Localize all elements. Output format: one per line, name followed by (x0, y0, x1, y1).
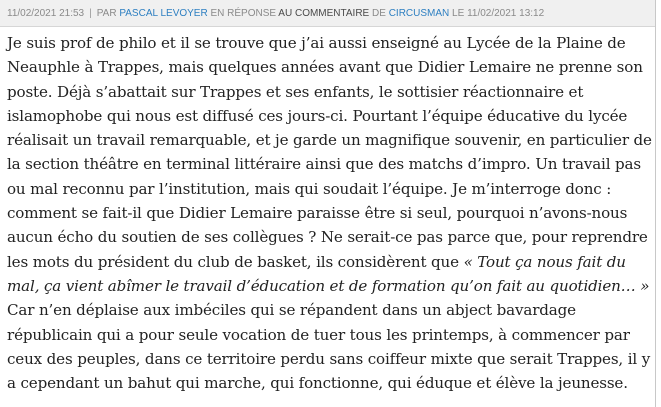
of-label: DE (372, 8, 386, 19)
comment-text (7, 31, 652, 395)
comment-body (7, 31, 652, 395)
comment-text-after-quote: Car n’en déplaise aux imbéciles qui se répandent dans un abject bavardage républicain qui a pour seule vocation de tuer tous les printemps, à commencer par ceux des peuples, dans ce territoire perdu sans coiffeur mixte que serait Trappes, il y a cependant un bahut qui marche, qui fonctionne, qui éduque et élève la jeunesse. (7, 301, 651, 393)
author-link[interactable]: PASCAL LEVOYER (119, 8, 208, 19)
reply-label: EN RÉPONSE (210, 8, 277, 19)
comment-quote: « Tout ça nous fait du mal, ça vient abîmer le travail d’éducation et de formation qu’on fait au quotidien… » (7, 252, 650, 295)
reply-target-label: AU COMMENTAIRE (278, 8, 370, 19)
comment-right-border (655, 0, 656, 407)
comment-datetime: 11/02/2021 21:53 (7, 8, 85, 19)
meta-separator: | (89, 8, 92, 19)
on-label: LE (452, 8, 465, 19)
by-label: PAR (96, 8, 117, 19)
replied-author-link[interactable]: CIRCUSMAN (388, 8, 450, 19)
comment-text-before-quote: Je suis prof de philo et il se trouve que j’ai aussi enseigné au Lycée de la Plaine de Neauphle à Trappes, mais quelques années avant que Didier Lemaire ne prenne son poste. Déjà s’abattait sur Trappes et ses enfants, le sottisier réactionnaire et islamophobe qui nous est diffusé ces jours-ci. Pourtant l’équipe éducative du lycée réalisait un travail remarquable, et je garde un magnifique souvenir, en particulier de la section théâtre en terminal littéraire ainsi que des matchs d’impro. Un travail pas ou mal reconnu par l’institution, mais qui soudait l’équipe. Je m’interroge donc : comment se fait-il que Didier Lemaire paraisse être si seul, pourquoi n’avons-nous aucun écho du soutien de ses collègues ? Ne serait-ce pas parce que, pour reprendre les mots du président du club de basket, ils considèrent que (7, 34, 652, 271)
replied-comment-datetime: 11/02/2021 13:12 (467, 8, 545, 19)
comment-meta-bar (0, 0, 655, 27)
